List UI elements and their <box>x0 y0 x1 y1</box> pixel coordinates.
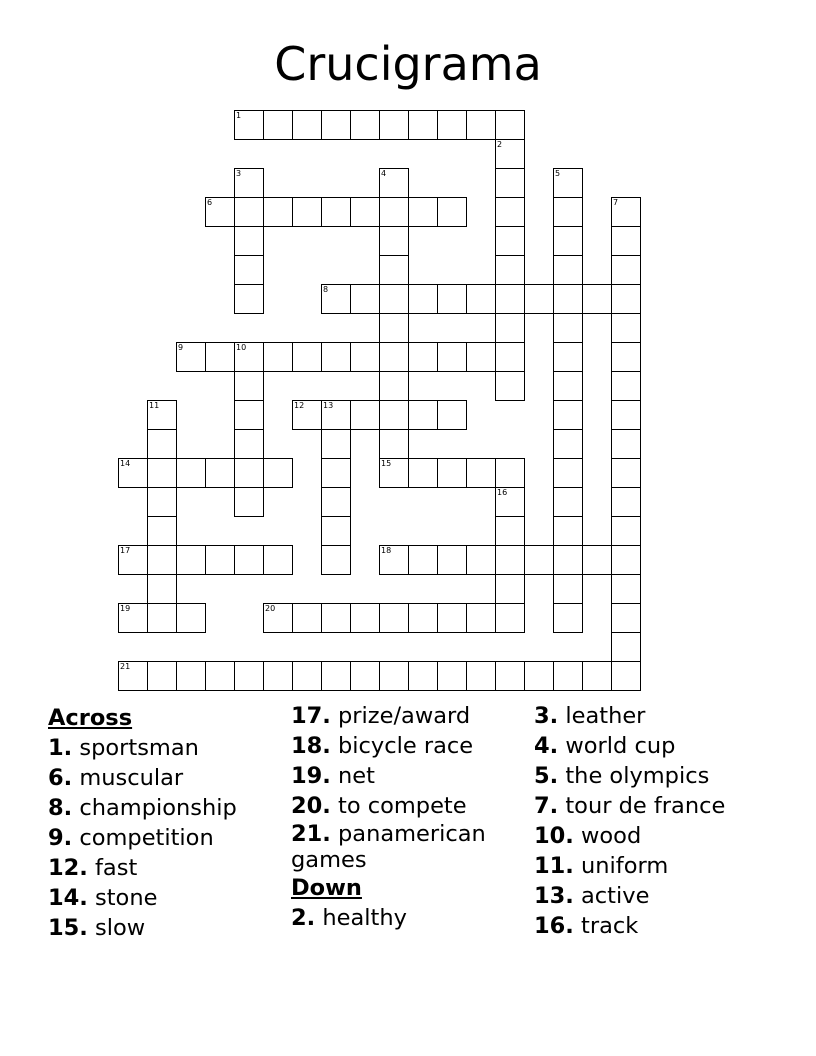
grid-cell[interactable] <box>495 313 525 343</box>
grid-cell[interactable] <box>611 255 641 285</box>
grid-cell[interactable] <box>379 603 409 633</box>
clue-across-21: 21. panamerican games <box>291 821 486 873</box>
grid-cell[interactable] <box>437 661 467 691</box>
grid-cell[interactable] <box>350 284 380 314</box>
clue-number-10: 10 <box>236 343 247 352</box>
clue-across-6: 6. muscular <box>48 765 184 791</box>
grid-cell[interactable] <box>524 545 554 575</box>
grid-cell[interactable] <box>495 226 525 256</box>
grid-cell[interactable] <box>379 226 409 256</box>
grid-cell[interactable] <box>611 371 641 401</box>
grid-cell[interactable] <box>263 545 293 575</box>
grid-cell[interactable] <box>321 516 351 546</box>
clue-number-5: 5 <box>555 169 561 178</box>
clue-number-17: 17 <box>120 546 131 555</box>
clue-across-17: 17. prize/award <box>291 703 471 729</box>
grid-cell[interactable] <box>553 313 583 343</box>
grid-cell[interactable] <box>495 487 525 517</box>
across-heading: Across <box>48 705 133 731</box>
clue-across-8: 8. championship <box>48 795 237 821</box>
clue-down-5: 5. the olympics <box>534 763 710 789</box>
grid-cell[interactable] <box>234 487 264 517</box>
grid-cell[interactable] <box>263 458 293 488</box>
grid-cell[interactable] <box>524 284 554 314</box>
grid-cell[interactable] <box>176 545 206 575</box>
grid-cell[interactable] <box>408 400 438 430</box>
grid-cell[interactable] <box>611 226 641 256</box>
grid-cell[interactable] <box>553 545 583 575</box>
clue-number-12: 12 <box>294 401 305 410</box>
grid-cell[interactable] <box>553 603 583 633</box>
grid-cell[interactable] <box>553 516 583 546</box>
grid-cell[interactable] <box>553 661 583 691</box>
clue-number-20: 20 <box>265 604 276 613</box>
grid-cell[interactable] <box>321 342 351 372</box>
grid-cell[interactable] <box>408 110 438 140</box>
grid-cell[interactable] <box>321 458 351 488</box>
grid-cell[interactable] <box>176 661 206 691</box>
grid-cell[interactable] <box>350 661 380 691</box>
grid-cell[interactable] <box>466 110 496 140</box>
grid-cell[interactable] <box>611 661 641 691</box>
grid-cell[interactable] <box>321 545 351 575</box>
grid-cell[interactable] <box>437 197 467 227</box>
grid-cell[interactable] <box>437 400 467 430</box>
grid-cell[interactable] <box>495 458 525 488</box>
grid-cell[interactable] <box>582 661 612 691</box>
grid-cell[interactable] <box>495 574 525 604</box>
clue-down-16: 16. track <box>534 913 639 939</box>
grid-cell[interactable] <box>379 284 409 314</box>
grid-cell[interactable] <box>321 487 351 517</box>
clue-number-1: 1 <box>236 111 242 120</box>
grid-cell[interactable] <box>437 342 467 372</box>
grid-cell[interactable] <box>437 284 467 314</box>
clue-number-7: 7 <box>613 198 619 207</box>
clue-number-16: 16 <box>497 488 508 497</box>
grid-cell[interactable] <box>147 400 177 430</box>
grid-cell[interactable] <box>553 458 583 488</box>
clue-number-21: 21 <box>120 662 131 671</box>
grid-cell[interactable] <box>495 168 525 198</box>
grid-cell[interactable] <box>553 342 583 372</box>
grid-cell[interactable] <box>292 197 322 227</box>
grid-cell[interactable] <box>437 110 467 140</box>
grid-cell[interactable] <box>292 603 322 633</box>
grid-cell[interactable] <box>408 661 438 691</box>
grid-cell[interactable] <box>321 197 351 227</box>
grid-cell[interactable] <box>611 516 641 546</box>
clue-across-20: 20. to compete <box>291 793 467 819</box>
grid-cell[interactable] <box>205 458 235 488</box>
clue-down-13: 13. active <box>534 883 650 909</box>
clue-number-19: 19 <box>120 604 131 613</box>
clue-number-15: 15 <box>381 459 392 468</box>
grid-cell[interactable] <box>408 197 438 227</box>
grid-cell[interactable] <box>205 545 235 575</box>
grid-cell[interactable] <box>495 255 525 285</box>
grid-cell[interactable] <box>466 458 496 488</box>
grid-cell[interactable] <box>176 458 206 488</box>
grid-cell[interactable] <box>234 197 264 227</box>
grid-cell[interactable] <box>118 545 148 575</box>
grid-cell[interactable] <box>495 603 525 633</box>
grid-cell[interactable] <box>147 487 177 517</box>
grid-cell[interactable] <box>611 313 641 343</box>
grid-cell[interactable] <box>118 661 148 691</box>
grid-cell[interactable] <box>553 371 583 401</box>
grid-cell[interactable] <box>611 487 641 517</box>
grid-cell[interactable] <box>611 197 641 227</box>
grid-cell[interactable] <box>379 400 409 430</box>
grid-cell[interactable] <box>118 458 148 488</box>
grid-cell[interactable] <box>553 255 583 285</box>
grid-cell[interactable] <box>234 284 264 314</box>
clue-down-7: 7. tour de france <box>534 793 726 819</box>
grid-cell[interactable] <box>147 661 177 691</box>
puzzle-title: Crucigrama <box>274 37 542 91</box>
clue-number-11: 11 <box>149 401 160 410</box>
grid-cell[interactable] <box>553 197 583 227</box>
grid-cell[interactable] <box>379 342 409 372</box>
grid-cell[interactable] <box>321 284 351 314</box>
grid-cell[interactable] <box>379 661 409 691</box>
clue-down-2: 2. healthy <box>291 905 407 931</box>
grid-cell[interactable] <box>495 661 525 691</box>
grid-cell[interactable] <box>321 400 351 430</box>
grid-cell[interactable] <box>524 661 554 691</box>
grid-cell[interactable] <box>495 516 525 546</box>
grid-cell[interactable] <box>263 110 293 140</box>
grid-cell[interactable] <box>292 400 322 430</box>
grid-cell[interactable] <box>234 255 264 285</box>
grid-cell[interactable] <box>437 458 467 488</box>
grid-cell[interactable] <box>379 313 409 343</box>
grid-cell[interactable] <box>205 197 235 227</box>
down-heading: Down <box>291 875 362 901</box>
grid-cell[interactable] <box>408 284 438 314</box>
clue-number-9: 9 <box>178 343 184 352</box>
grid-cell[interactable] <box>234 400 264 430</box>
clue-number-2: 2 <box>497 140 503 149</box>
grid-cell[interactable] <box>611 284 641 314</box>
clue-number-18: 18 <box>381 546 392 555</box>
clue-number-6: 6 <box>207 198 213 207</box>
grid-cell[interactable] <box>234 661 264 691</box>
grid-cell[interactable] <box>379 168 409 198</box>
clue-number-4: 4 <box>381 169 387 178</box>
grid-cell[interactable] <box>176 342 206 372</box>
grid-cell[interactable] <box>147 516 177 546</box>
grid-cell[interactable] <box>234 226 264 256</box>
grid-cell[interactable] <box>611 400 641 430</box>
grid-cell[interactable] <box>379 458 409 488</box>
grid-cell[interactable] <box>495 139 525 169</box>
grid-cell[interactable] <box>582 545 612 575</box>
grid-cell[interactable] <box>611 632 641 662</box>
grid-cell[interactable] <box>553 226 583 256</box>
clue-down-11: 11. uniform <box>534 853 669 879</box>
grid-cell[interactable] <box>234 342 264 372</box>
grid-cell[interactable] <box>147 545 177 575</box>
grid-cell[interactable] <box>611 429 641 459</box>
grid-cell[interactable] <box>234 110 264 140</box>
clue-across-9: 9. competition <box>48 825 214 851</box>
grid-cell[interactable] <box>408 458 438 488</box>
grid-cell[interactable] <box>350 197 380 227</box>
clues-column-3 <box>534 701 725 941</box>
grid-cell[interactable] <box>321 110 351 140</box>
grid-cell[interactable] <box>147 429 177 459</box>
grid-cell[interactable] <box>234 429 264 459</box>
grid-cell[interactable] <box>379 545 409 575</box>
grid-cell[interactable] <box>321 603 351 633</box>
grid-cell[interactable] <box>292 661 322 691</box>
grid-cell[interactable] <box>408 545 438 575</box>
grid-cell[interactable] <box>553 429 583 459</box>
grid-cell[interactable] <box>292 342 322 372</box>
grid-cell[interactable] <box>582 284 612 314</box>
grid-cell[interactable] <box>234 458 264 488</box>
grid-cell[interactable] <box>553 487 583 517</box>
grid-cell[interactable] <box>437 603 467 633</box>
grid-cell[interactable] <box>611 574 641 604</box>
grid-cell[interactable] <box>495 284 525 314</box>
grid-cell[interactable] <box>611 545 641 575</box>
clue-number-13: 13 <box>323 401 334 410</box>
clue-number-8: 8 <box>323 285 329 294</box>
clue-number-14: 14 <box>120 459 131 468</box>
grid-cell[interactable] <box>553 400 583 430</box>
clues-column-2 <box>291 701 516 933</box>
grid-cell[interactable] <box>553 168 583 198</box>
grid-cell[interactable] <box>466 545 496 575</box>
grid-cell[interactable] <box>350 400 380 430</box>
grid-cell[interactable] <box>611 603 641 633</box>
grid-cell[interactable] <box>321 661 351 691</box>
grid-cell[interactable] <box>466 603 496 633</box>
grid-cell[interactable] <box>466 284 496 314</box>
clue-down-4: 4. world cup <box>534 733 676 759</box>
clue-down-10: 10. wood <box>534 823 642 849</box>
grid-cell[interactable] <box>263 661 293 691</box>
grid-cell[interactable] <box>553 574 583 604</box>
grid-cell[interactable] <box>205 342 235 372</box>
grid-cell[interactable] <box>553 284 583 314</box>
grid-cell[interactable] <box>611 458 641 488</box>
clue-across-19: 19. net <box>291 763 375 789</box>
grid-cell[interactable] <box>379 429 409 459</box>
grid-cell[interactable] <box>176 603 206 633</box>
grid-cell[interactable] <box>263 197 293 227</box>
grid-cell[interactable] <box>205 661 235 691</box>
clue-across-18: 18. bicycle race <box>291 733 474 759</box>
grid-cell[interactable] <box>234 545 264 575</box>
clue-number-3: 3 <box>236 169 242 178</box>
grid-cell[interactable] <box>408 603 438 633</box>
grid-cell[interactable] <box>611 342 641 372</box>
grid-cell[interactable] <box>495 545 525 575</box>
grid-cell[interactable] <box>292 110 322 140</box>
grid-cell[interactable] <box>350 342 380 372</box>
grid-cell[interactable] <box>263 603 293 633</box>
grid-cell[interactable] <box>234 371 264 401</box>
grid-cell[interactable] <box>408 342 438 372</box>
grid-cell[interactable] <box>495 371 525 401</box>
grid-cell[interactable] <box>234 168 264 198</box>
clue-across-1: 1. sportsman <box>48 735 199 761</box>
grid-cell[interactable] <box>263 342 293 372</box>
grid-cell[interactable] <box>147 603 177 633</box>
grid-cell[interactable] <box>147 458 177 488</box>
grid-cell[interactable] <box>437 545 467 575</box>
clue-across-12: 12. fast <box>48 855 138 881</box>
grid-cell[interactable] <box>495 342 525 372</box>
grid-cell[interactable] <box>350 603 380 633</box>
clue-across-15: 15. slow <box>48 915 146 941</box>
grid-cell[interactable] <box>147 574 177 604</box>
clue-down-3: 3. leather <box>534 703 646 729</box>
grid-cell[interactable] <box>495 110 525 140</box>
grid-cell[interactable] <box>321 429 351 459</box>
grid-cell[interactable] <box>466 342 496 372</box>
clues-column-1 <box>48 703 237 943</box>
grid-cell[interactable] <box>379 371 409 401</box>
grid-cell[interactable] <box>350 110 380 140</box>
grid-cell[interactable] <box>118 603 148 633</box>
clue-across-14: 14. stone <box>48 885 158 911</box>
grid-cell[interactable] <box>379 110 409 140</box>
grid-cell[interactable] <box>379 255 409 285</box>
grid-cell[interactable] <box>495 197 525 227</box>
grid-cell[interactable] <box>379 197 409 227</box>
grid-cell[interactable] <box>466 661 496 691</box>
